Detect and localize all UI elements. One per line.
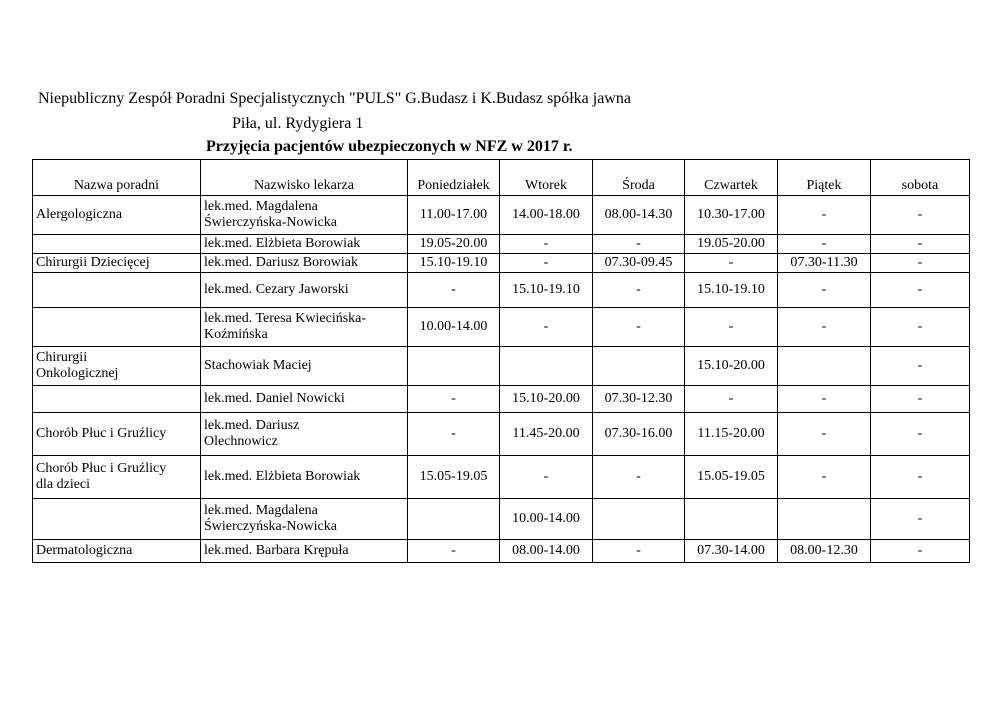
tuesday-hours: - <box>500 254 593 273</box>
tuesday-hours: 08.00-14.00 <box>500 540 593 563</box>
doctor-name-line2: Olechnowicz <box>204 434 278 449</box>
wednesday-hours: - <box>593 308 685 347</box>
doctor-cell <box>201 196 408 235</box>
clinic-name: Alergologiczna <box>36 207 123 222</box>
monday-hours: - <box>408 386 500 413</box>
table-row <box>33 254 970 273</box>
tuesday-hours: - <box>500 235 593 254</box>
column-header-thursday: Czwartek <box>685 160 778 196</box>
clinic-cell <box>33 308 201 347</box>
wednesday-hours: 08.00-14.30 <box>593 196 685 235</box>
doctor-name-line1: lek.med. Teresa Kwiecińska- <box>204 311 367 326</box>
table-row <box>33 499 970 540</box>
monday-hours: - <box>408 413 500 456</box>
thursday-hours: - <box>685 254 778 273</box>
table-row <box>33 347 970 386</box>
thursday-hours: 15.05-19.05 <box>685 456 778 499</box>
thursday-hours: 10.30-17.00 <box>685 196 778 235</box>
tuesday-hours: 14.00-18.00 <box>500 196 593 235</box>
doctor-name-line2: Świerczyńska-Nowicka <box>204 215 337 230</box>
saturday-hours: - <box>871 456 970 499</box>
friday-hours: - <box>778 308 871 347</box>
friday-hours: - <box>778 273 871 308</box>
clinic-cell <box>33 235 201 254</box>
tuesday-hours: - <box>500 308 593 347</box>
friday-hours: - <box>778 413 871 456</box>
thursday-hours: - <box>685 386 778 413</box>
friday-hours: 07.30-11.30 <box>778 254 871 273</box>
clinic-cell <box>33 196 201 235</box>
column-header-clinic: Nazwa poradni <box>33 160 201 196</box>
doctor-cell: lek.med. Barbara Krępuła <box>201 540 408 563</box>
monday-hours: 10.00-14.00 <box>408 308 500 347</box>
saturday-hours: - <box>871 499 970 540</box>
table-row <box>33 456 970 499</box>
doctor-cell: lek.med. Daniel Nowicki <box>201 386 408 413</box>
tuesday-hours: 11.45-20.00 <box>500 413 593 456</box>
wednesday-hours: - <box>593 540 685 563</box>
doctor-cell <box>201 308 408 347</box>
friday-hours: - <box>778 235 871 254</box>
saturday-hours: - <box>871 196 970 235</box>
monday-hours: - <box>408 540 500 563</box>
monday-hours: 15.10-19.10 <box>408 254 500 273</box>
clinic-cell: Chorób Płuc i Gruźlicy <box>33 413 201 456</box>
clinic-cell: Dermatologiczna <box>33 540 201 563</box>
table-row <box>33 413 970 456</box>
doctor-cell: lek.med. Cezary Jaworski <box>201 273 408 308</box>
saturday-hours: - <box>871 254 970 273</box>
friday-hours: - <box>778 386 871 413</box>
thursday-hours: 19.05-20.00 <box>685 235 778 254</box>
doctor-cell <box>201 413 408 456</box>
thursday-hours: 07.30-14.00 <box>685 540 778 563</box>
thursday-hours: 11.15-20.00 <box>685 413 778 456</box>
clinic-name-line1: Chorób Płuc i Gruźlicy <box>36 461 167 476</box>
column-header-saturday: sobota <box>871 160 970 196</box>
column-header-wednesday: Środa <box>593 160 685 196</box>
saturday-hours: - <box>871 235 970 254</box>
friday-hours <box>778 499 871 540</box>
tuesday-hours: - <box>500 456 593 499</box>
wednesday-hours: 07.30-12.30 <box>593 386 685 413</box>
clinic-cell <box>33 456 201 499</box>
thursday-hours: - <box>685 308 778 347</box>
table-row <box>33 386 970 413</box>
clinic-cell <box>33 386 201 413</box>
column-header-monday: Poniedziałek <box>408 160 500 196</box>
wednesday-hours: 07.30-09.45 <box>593 254 685 273</box>
doctor-name-line1: lek.med. Dariusz <box>204 418 300 433</box>
table-row <box>33 196 970 235</box>
clinic-name-line1: Chirurgii <box>36 350 88 365</box>
wednesday-hours: 07.30-16.00 <box>593 413 685 456</box>
clinic-cell <box>33 499 201 540</box>
friday-hours <box>778 347 871 386</box>
tuesday-hours: 15.10-19.10 <box>500 273 593 308</box>
clinic-cell <box>33 273 201 308</box>
document-title: Niepubliczny Zespół Poradni Specjalistycznych "PULS" G.Budasz i K.Budasz spółka jawna <box>38 90 631 107</box>
saturday-hours: - <box>871 308 970 347</box>
tuesday-hours: 15.10-20.00 <box>500 386 593 413</box>
monday-hours: 15.05-19.05 <box>408 456 500 499</box>
doctor-name-line1: lek.med. Magdalena <box>204 199 318 214</box>
clinic-name-line2: Onkologicznej <box>36 366 119 381</box>
wednesday-hours: - <box>593 456 685 499</box>
table-row <box>33 540 970 563</box>
monday-hours <box>408 347 500 386</box>
doctor-cell: Stachowiak Maciej <box>201 347 408 386</box>
document-address: Piła, ul. Rydygiera 1 <box>232 115 364 132</box>
wednesday-hours <box>593 347 685 386</box>
doctor-name-line2: Koźmińska <box>204 327 268 342</box>
clinic-cell <box>33 347 201 386</box>
friday-hours: 08.00-12.30 <box>778 540 871 563</box>
thursday-hours: 15.10-20.00 <box>685 347 778 386</box>
wednesday-hours: - <box>593 273 685 308</box>
table-row <box>33 308 970 347</box>
tuesday-hours: 10.00-14.00 <box>500 499 593 540</box>
doctor-name-line1: lek.med. Magdalena <box>204 503 318 518</box>
column-header-doctor: Nazwisko lekarza <box>201 160 408 196</box>
friday-hours: - <box>778 456 871 499</box>
schedule-table <box>32 159 970 563</box>
thursday-hours <box>685 499 778 540</box>
table-row <box>33 235 970 254</box>
saturday-hours: - <box>871 413 970 456</box>
thursday-hours: 15.10-19.10 <box>685 273 778 308</box>
monday-hours: 19.05-20.00 <box>408 235 500 254</box>
column-header-tuesday: Wtorek <box>500 160 593 196</box>
doctor-name-line2: Świerczyńska-Nowicka <box>204 519 337 534</box>
friday-hours: - <box>778 196 871 235</box>
table-header-row <box>33 160 970 196</box>
monday-hours: - <box>408 273 500 308</box>
wednesday-hours <box>593 499 685 540</box>
document-subtitle: Przyjęcia pacjentów ubezpieczonych w NFZ w 2017 r. <box>206 138 573 155</box>
monday-hours: 11.00-17.00 <box>408 196 500 235</box>
doctor-cell: lek.med. Dariusz Borowiak <box>201 254 408 273</box>
table-row <box>33 273 970 308</box>
clinic-name-line2: dla dzieci <box>36 477 91 492</box>
saturday-hours: - <box>871 386 970 413</box>
monday-hours <box>408 499 500 540</box>
column-header-friday: Piątek <box>778 160 871 196</box>
tuesday-hours <box>500 347 593 386</box>
wednesday-hours: - <box>593 235 685 254</box>
saturday-hours: - <box>871 273 970 308</box>
doctor-cell: lek.med. Elżbieta Borowiak <box>201 235 408 254</box>
doctor-cell: lek.med. Elżbieta Borowiak <box>201 456 408 499</box>
doctor-cell <box>201 499 408 540</box>
clinic-cell: Chirurgii Dziecięcej <box>33 254 201 273</box>
saturday-hours: - <box>871 347 970 386</box>
saturday-hours: - <box>871 540 970 563</box>
